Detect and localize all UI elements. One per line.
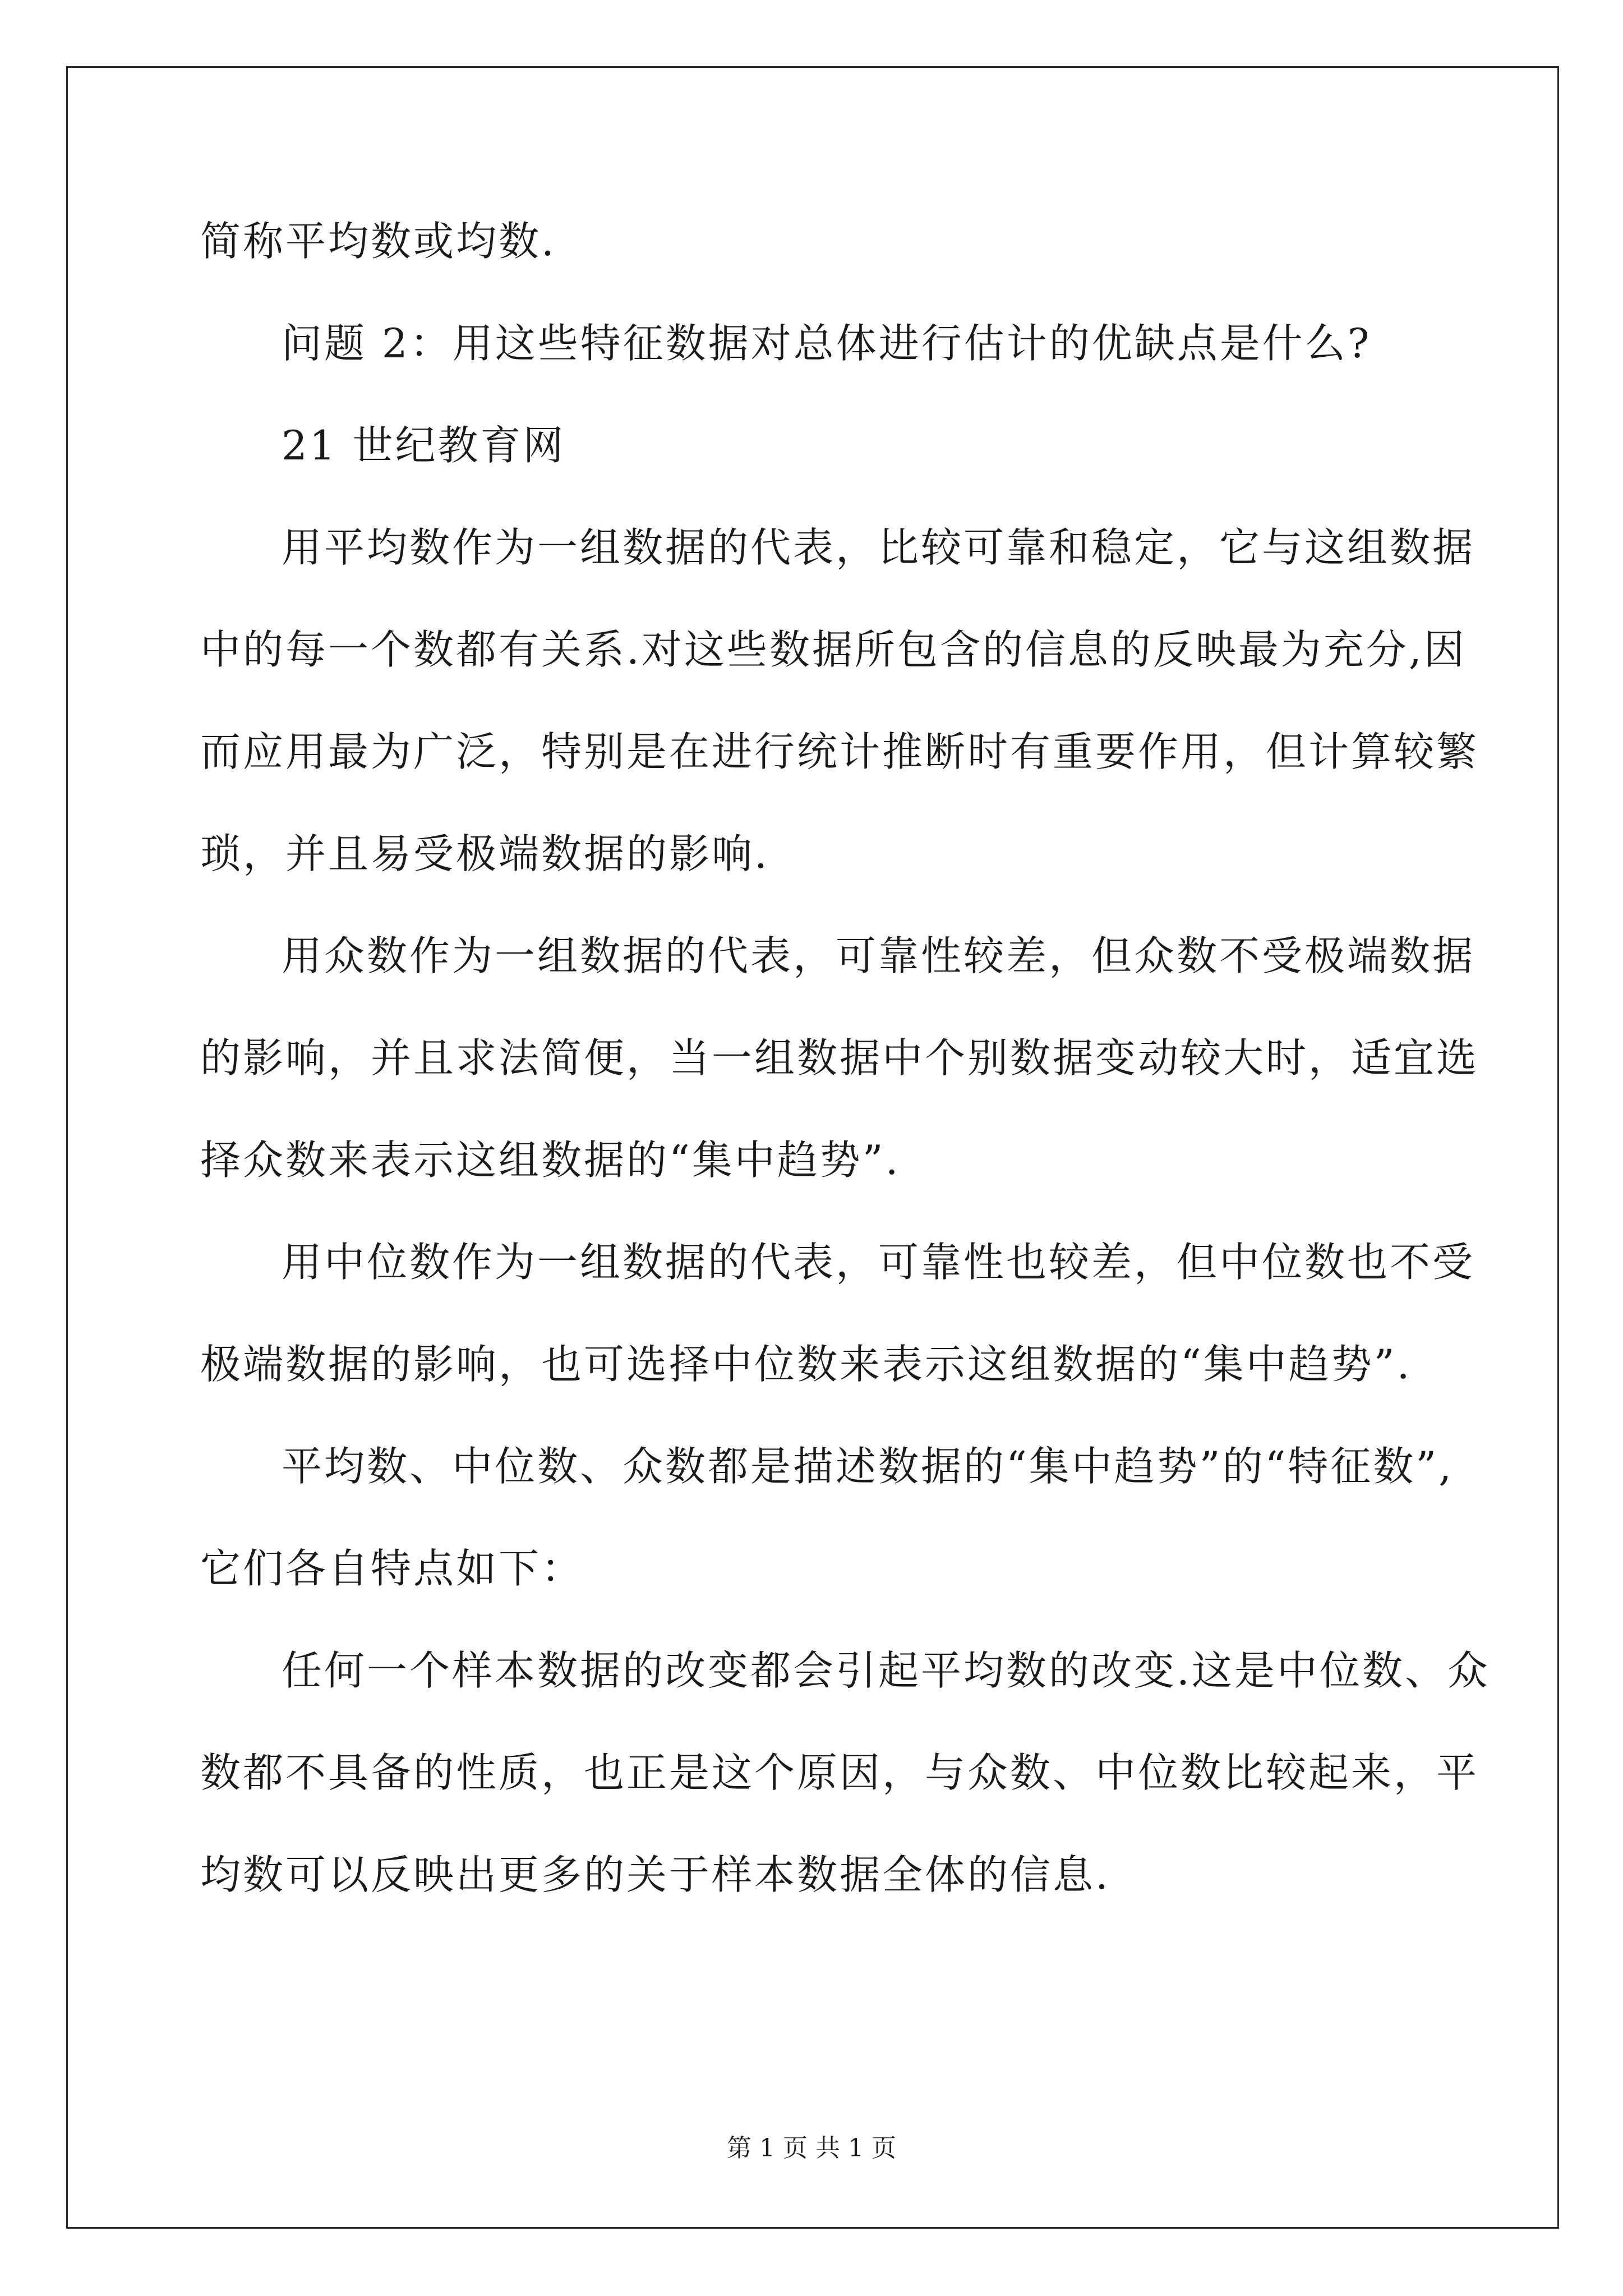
text-line: 简称平均数或均数.: [200, 218, 556, 265]
text-line: 琐，并且易受极端数据的影响.: [200, 830, 769, 877]
text-line: 的影响，并且求法简便，当一组数据中个别数据变动较大时，适宜选: [200, 1034, 1479, 1082]
text-line: 数都不具备的性质，也正是这个原因，与众数、中位数比较起来，平: [200, 1749, 1479, 1796]
text-line: 均数可以反映出更多的关于样本数据全体的信息.: [200, 1851, 1110, 1898]
text-line: 而应用最为广泛，特别是在进行统计推断时有重要作用，但计算较繁: [200, 728, 1479, 775]
text-line: 中的每一个数都有关系.对这些数据所包含的信息的反映最为充分,因: [200, 626, 1467, 673]
text-line: 问题 2：用这些特征数据对总体进行估计的优缺点是什么?: [282, 320, 1372, 367]
page-number-footer: 第 1 页 共 1 页: [727, 2134, 896, 2162]
text-line: 用中位数作为一组数据的代表，可靠性也较差，但中位数也不受: [282, 1239, 1476, 1286]
text-line: 它们各自特点如下：: [200, 1545, 584, 1592]
text-line: 21 世纪教育网: [282, 422, 566, 469]
text-line: 择众数来表示这组数据的“集中趋势”.: [200, 1137, 901, 1184]
text-line: 平均数、中位数、众数都是描述数据的“集中趋势”的“特征数”,: [282, 1443, 1454, 1490]
text-line: 用众数作为一组数据的代表，可靠性较差，但众数不受极端数据: [282, 932, 1476, 979]
text-line: 用平均数作为一组数据的代表，比较可靠和稳定，它与这组数据: [282, 524, 1476, 571]
text-line: 极端数据的影响，也可选择中位数来表示这组数据的“集中趋势”.: [200, 1341, 1412, 1388]
text-line: 任何一个样本数据的改变都会引起平均数的改变.这是中位数、众: [282, 1647, 1490, 1694]
